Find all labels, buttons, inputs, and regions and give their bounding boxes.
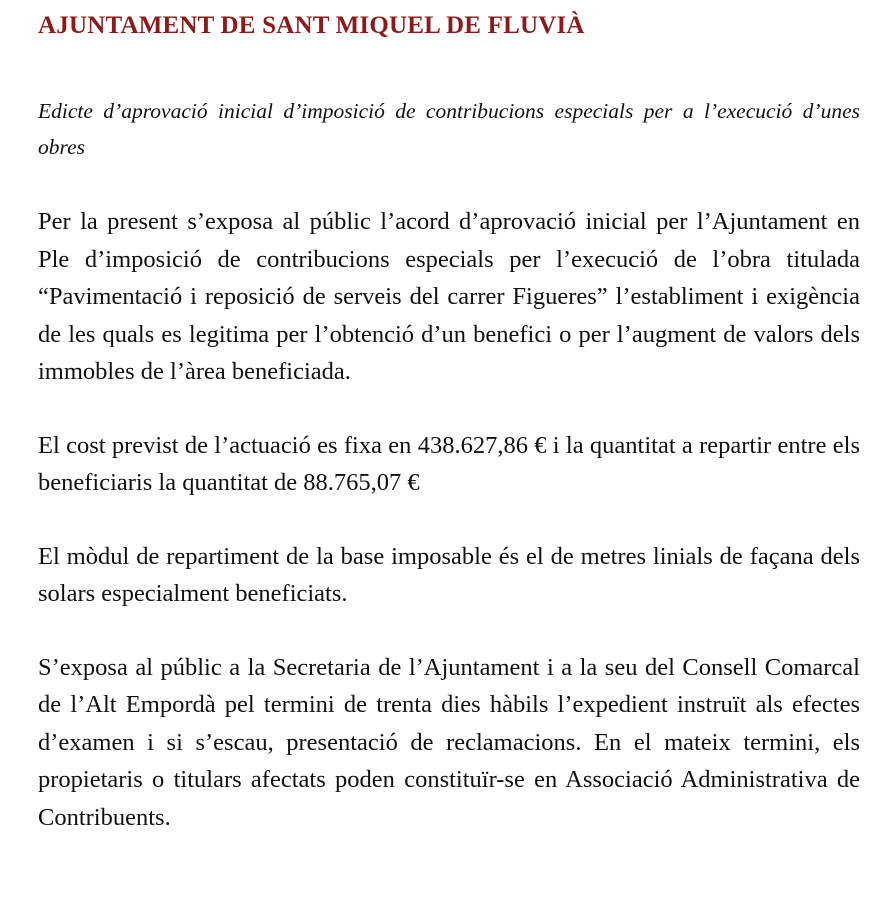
edict-subtitle: Edicte d’aprovació inicial d’imposició de contribucions especials per a l’execució d’unes obres [38,99,860,159]
document-page [38,10,860,836]
document-title: AJUNTAMENT DE SANT MIQUEL DE FLUVIÀ [38,12,585,39]
paragraph-cost: El cost previst de l’actuació es fixa en 438.627,86 € i la quantitat a repartir entre els beneficiaris la quantitat de 88.765,07 € [38,431,860,496]
paragraph-announcement: Per la present s’exposa al públic l’acord d’aprovació inicial per l’Ajuntament en Ple d’imposició de contribucions especials per l’execució de l’obra titulada “Pavimentació i reposició de serveis del carrer Figueres” l’establiment i exigència de les quals es legitima per l’obtenció d’un benefici o per l’augment de valors dels immobles de l’àrea beneficiada. [38,208,860,385]
paragraph-module: El mòdul de repartiment de la base imposable és el de metres linials de façana dels solars especialment beneficiats. [38,542,860,607]
paragraph-exposure: S’exposa al públic a la Secretaria de l’Ajuntament i a la seu del Consell Comarcal de l’Alt Empordà pel termini de trenta dies hàbils l’expedient instruït als efectes d’examen i si s’escau, presentació de reclamacions. En el mateix termini, els propietaris o titulars afectats poden constituïr-se en Associació Administrativa de Contribuents. [38,653,860,831]
